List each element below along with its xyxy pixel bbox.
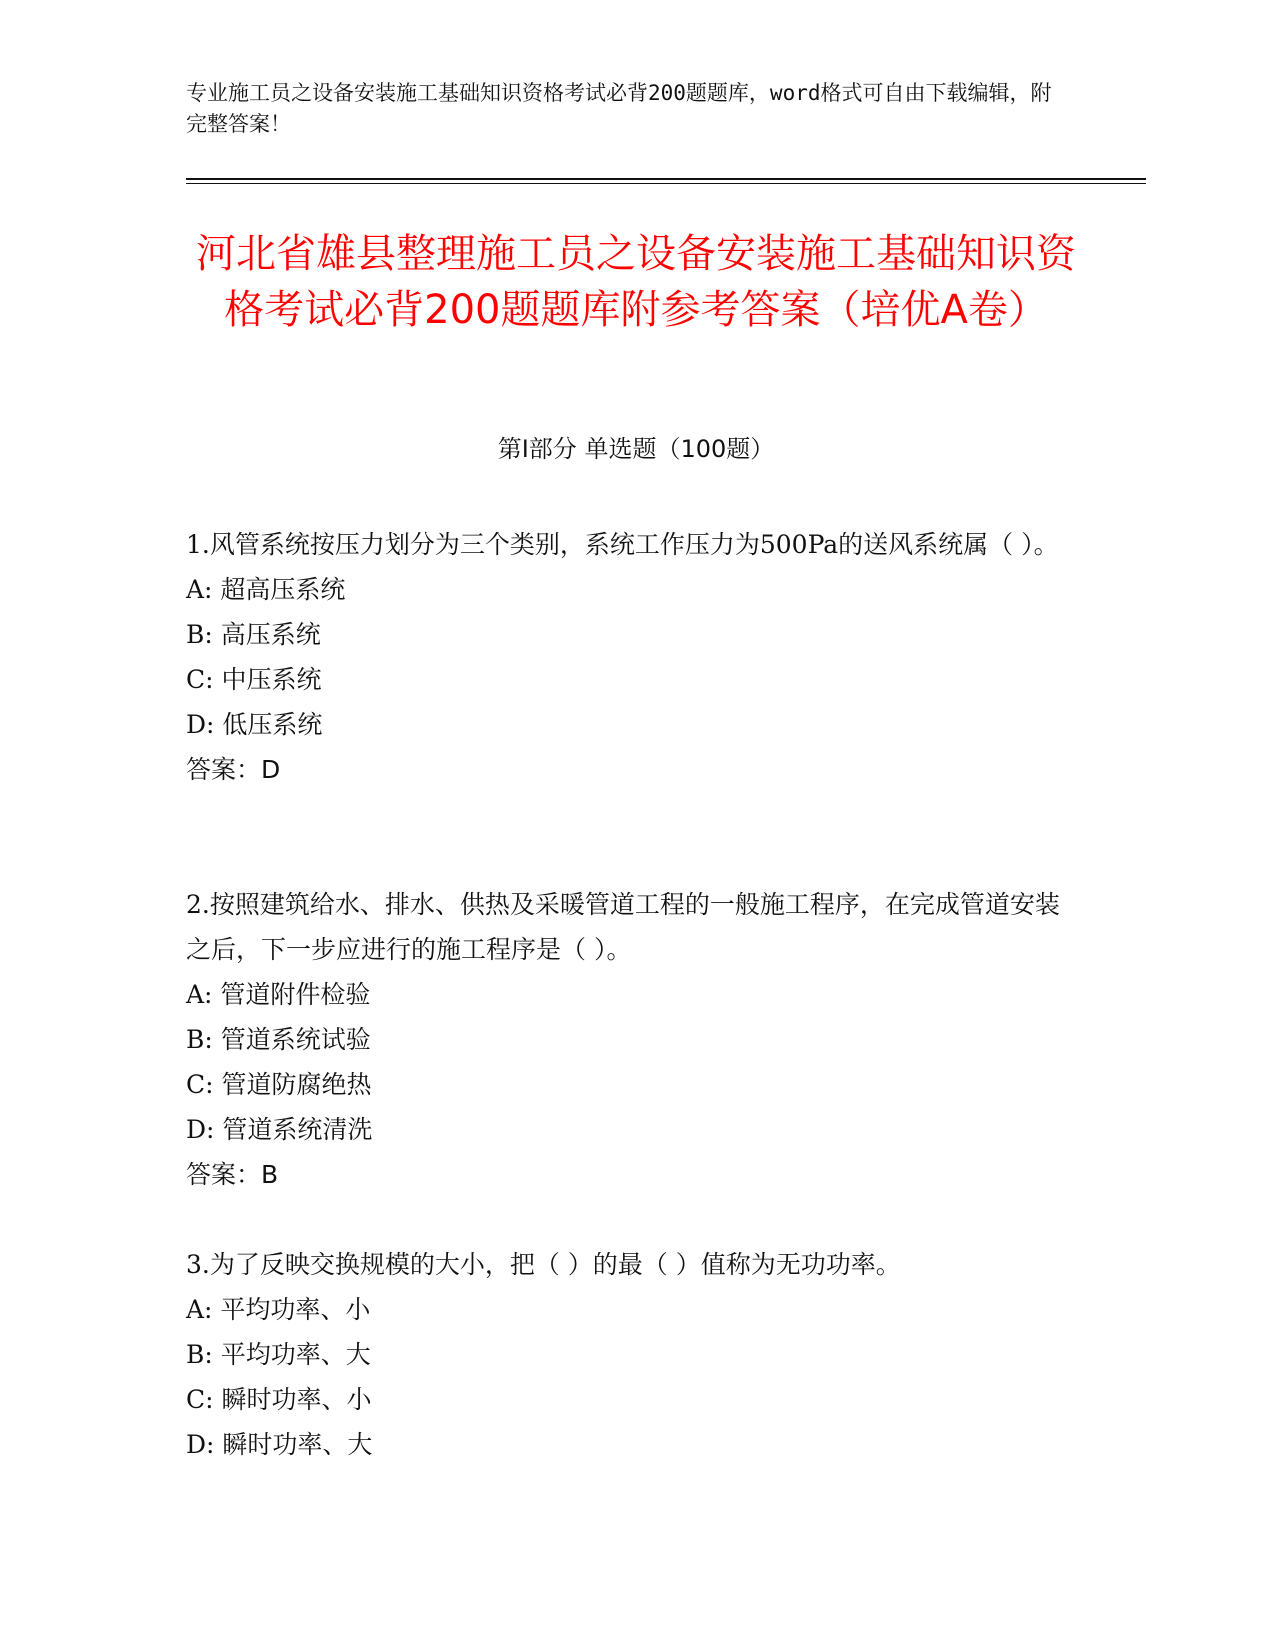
- option-a: A: 管道附件检验: [186, 980, 371, 1009]
- answer: 答案：B: [186, 1160, 279, 1189]
- question-3: [186, 1242, 1066, 1467]
- question-2: [186, 882, 1066, 1197]
- document-title: 河北省雄县整理施工员之设备安装施工基础知识资格考试必背200题题库附参考答案（培优A卷）: [196, 231, 1076, 333]
- question-stem: 1.风管系统按压力划分为三个类别，系统工作压力为500Pa的送风系统属（ ）。: [186, 530, 1059, 559]
- header-note: 专业施工员之设备安装施工基础知识资格考试必背200题题库，word格式可自由下载编辑，附完整答案！: [186, 81, 1052, 136]
- option-a: A: 平均功率、小: [186, 1295, 371, 1324]
- section-title: 第I部分 单选题（100题）: [497, 435, 775, 463]
- question-1: [186, 522, 1066, 792]
- question-stem: 3.为了反映交换规模的大小，把（ ）的最（ ）值称为无功功率。: [186, 1250, 901, 1279]
- option-b: B: 平均功率、大: [186, 1340, 371, 1369]
- option-c: C: 中压系统: [186, 665, 322, 694]
- option-b: B: 管道系统试验: [186, 1025, 371, 1054]
- option-c: C: 瞬时功率、小: [186, 1385, 372, 1414]
- answer: 答案：D: [186, 755, 281, 784]
- header-rule-thick: [186, 178, 1146, 180]
- option-d: D: 管道系统清洗: [186, 1115, 373, 1144]
- header-rule-thin: [186, 183, 1146, 184]
- question-stem: 2.按照建筑给水、排水、供热及采暖管道工程的一般施工程序，在完成管道安装之后，下一步应进行的施工程序是（ ）。: [186, 890, 1060, 964]
- option-d: D: 瞬时功率、大: [186, 1430, 373, 1459]
- option-b: B: 高压系统: [186, 620, 321, 649]
- option-a: A: 超高压系统: [186, 575, 346, 604]
- option-d: D: 低压系统: [186, 710, 323, 739]
- option-c: C: 管道防腐绝热: [186, 1070, 372, 1099]
